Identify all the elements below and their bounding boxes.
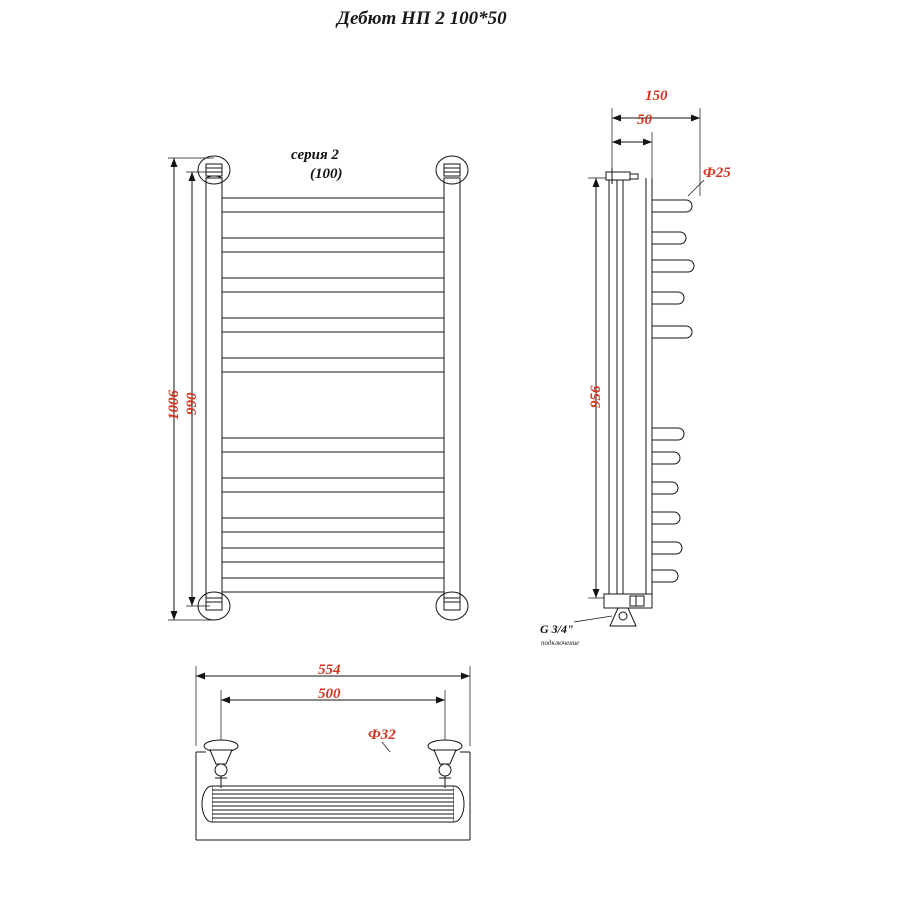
side-view-body (609, 178, 652, 598)
side-view-bottom-connection (604, 594, 652, 626)
side-view-rungs-upper (652, 200, 694, 338)
dimension-width-overall: 554 (318, 662, 341, 678)
dimension-height-inner: 990 (184, 392, 200, 415)
top-view-brackets (204, 740, 462, 788)
page-title: Дебют НП 2 100*50 (337, 8, 507, 29)
dimension-depth-overall: 150 (645, 88, 668, 104)
front-view-rungs-lower (222, 438, 444, 592)
front-view-rungs-upper (222, 198, 444, 372)
front-view-bottom-fittings (198, 592, 468, 620)
side-view-dimensions (574, 108, 704, 622)
dimension-pipe-diameter: Ф32 (368, 727, 396, 743)
dimension-side-height: 956 (588, 385, 604, 408)
dimension-bracket-diameter: Ф25 (703, 165, 731, 181)
series-sublabel: (100) (310, 166, 343, 182)
series-label: серия 2 (291, 147, 339, 163)
dimension-depth-inner: 50 (637, 112, 652, 128)
connection-note: подключение (541, 639, 580, 647)
side-view-rungs-lower (652, 428, 684, 582)
dimension-width-inner: 500 (318, 686, 341, 702)
connection-label: G 3/4" (540, 622, 574, 636)
dimension-height-overall: 1006 (166, 390, 182, 420)
top-view-body (196, 752, 470, 840)
